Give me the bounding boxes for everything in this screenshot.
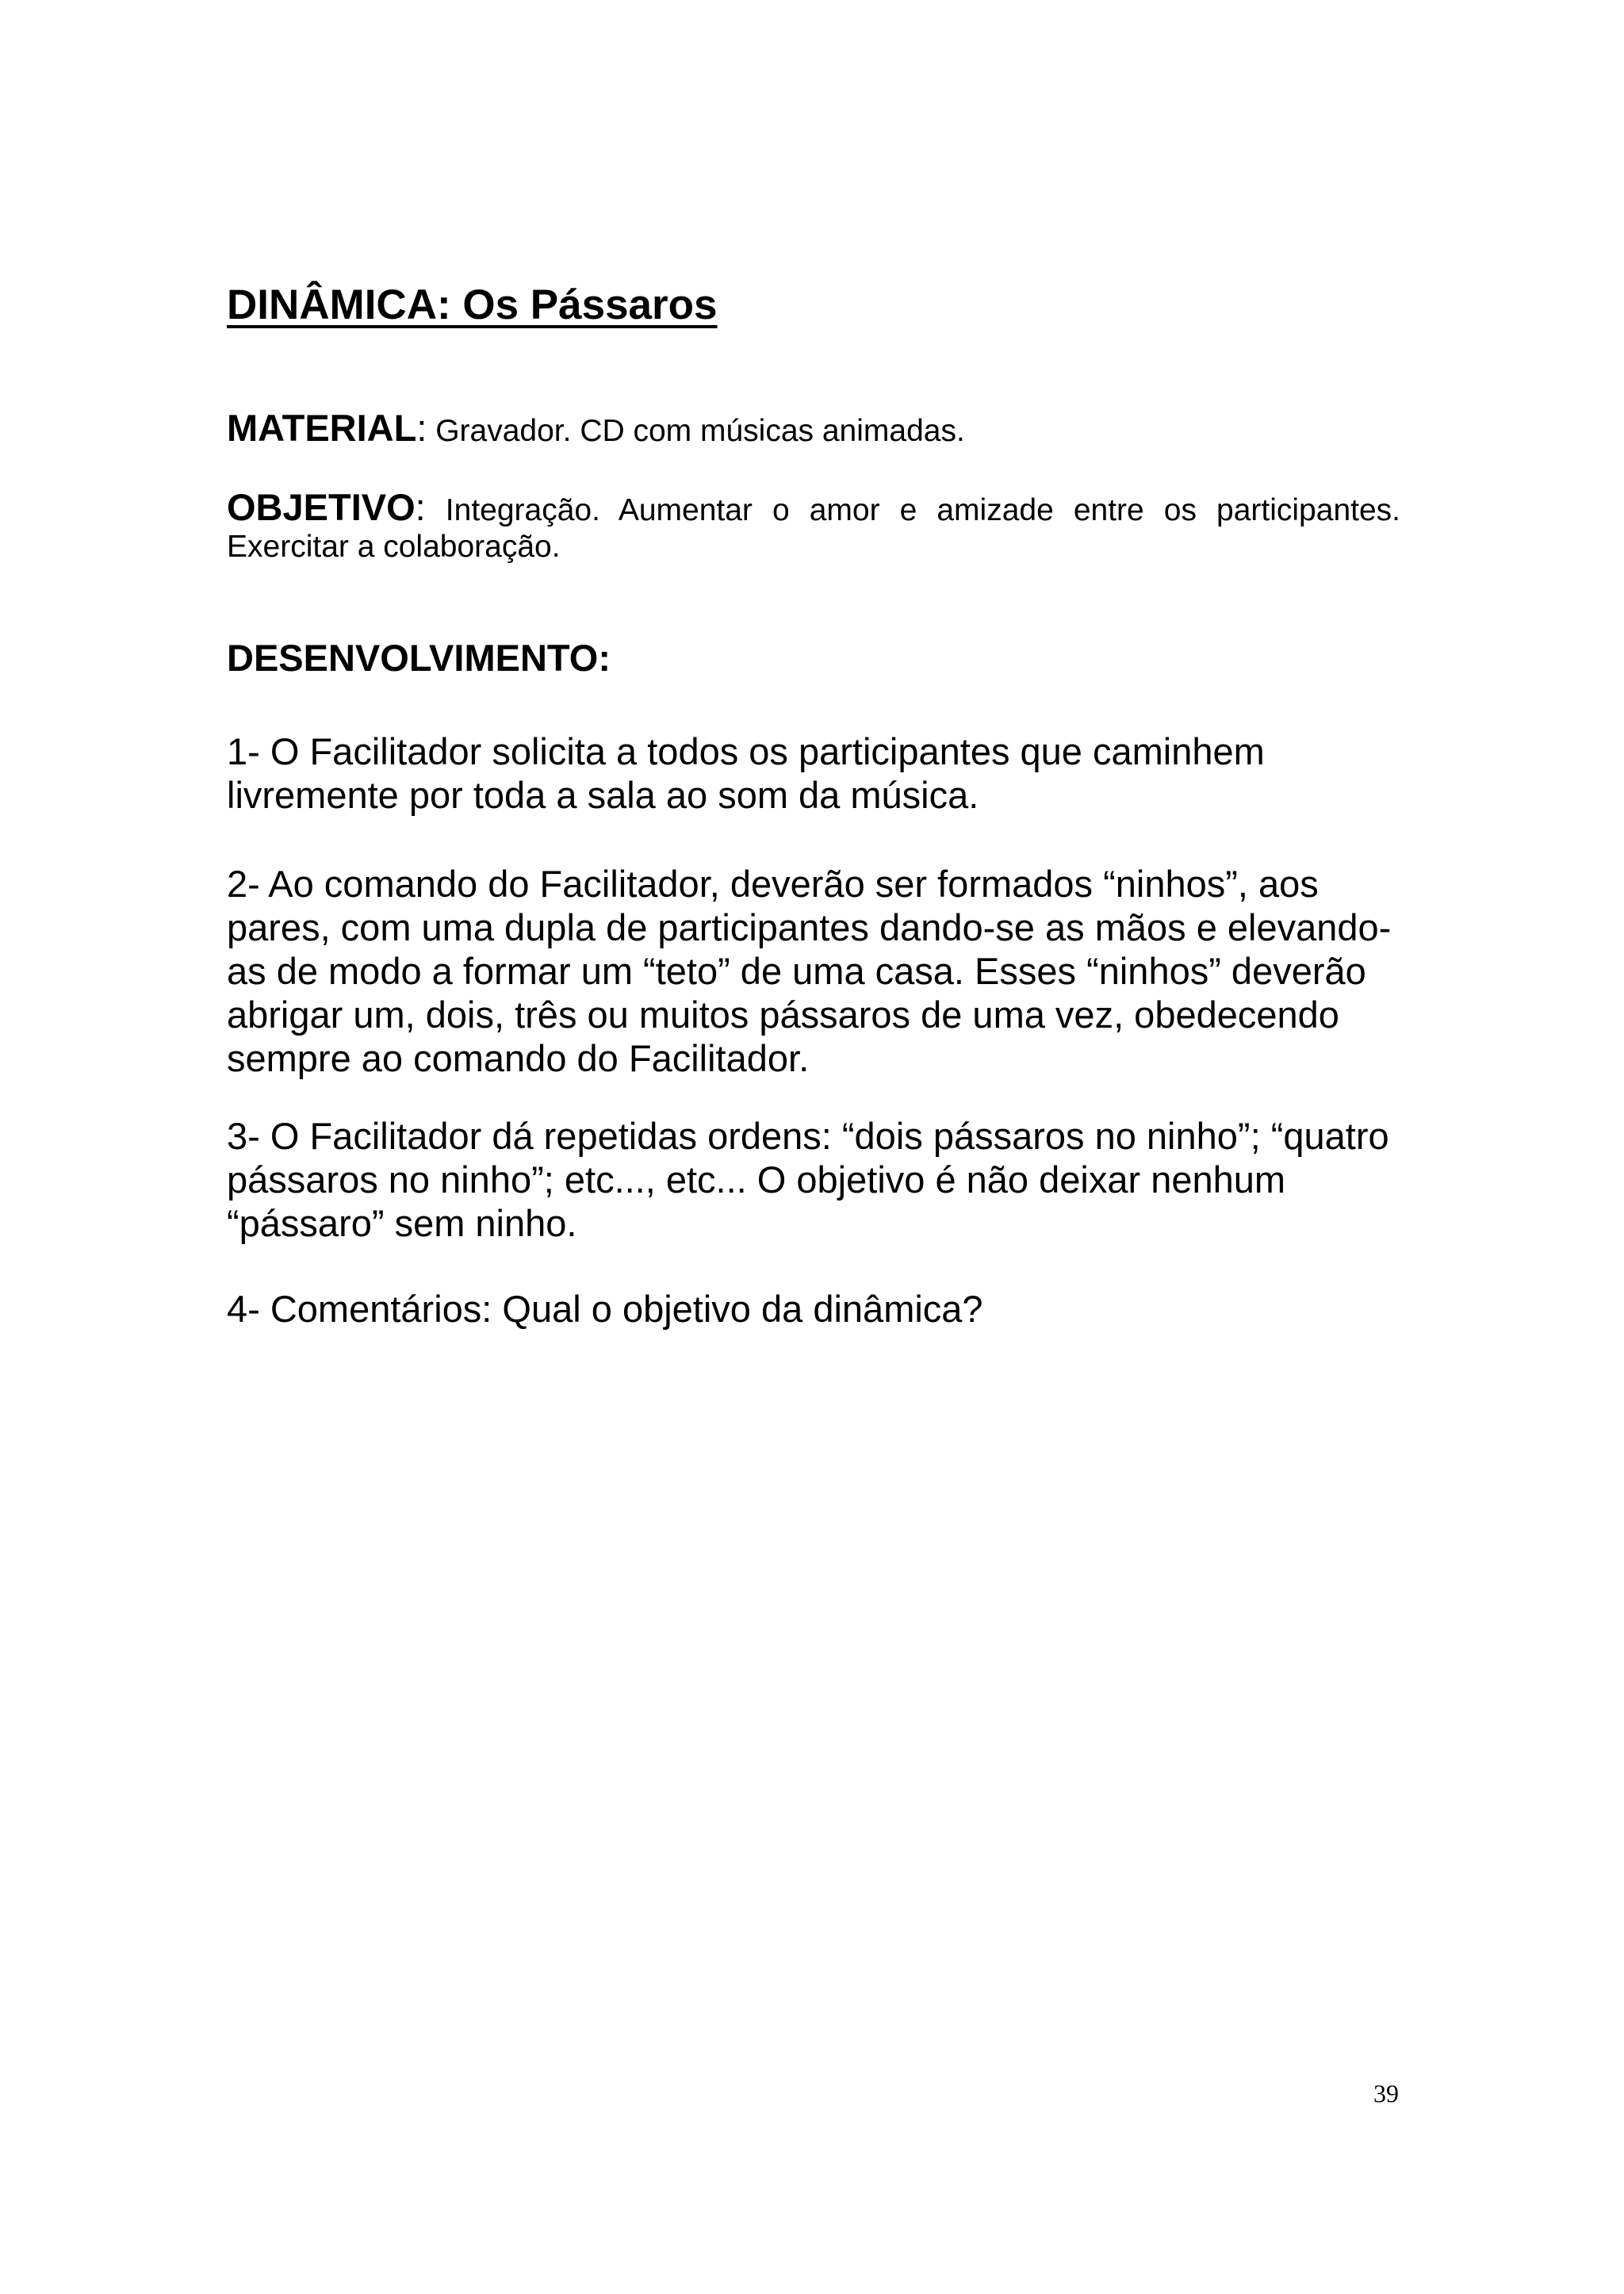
step-2-line-4: abrigar um, dois, três ou muitos pássaros de uma vez, obedecendo bbox=[227, 994, 1339, 1036]
step-2-line-5: sempre ao comando do Facilitador. bbox=[227, 1037, 810, 1079]
step-4-line-1: 4- Comentários: Qual o objetivo da dinâmica? bbox=[227, 1288, 983, 1330]
objetivo-section bbox=[227, 485, 1400, 529]
material-section bbox=[227, 406, 965, 450]
step-3-line-2: pássaros no ninho”; etc..., etc... O objetivo é não deixar nenhum bbox=[227, 1158, 1286, 1201]
step-2-line-1: 2- Ao comando do Facilitador, deverão ser formados “ninhos”, aos bbox=[227, 863, 1319, 905]
step-3-line-3: “pássaro” sem ninho. bbox=[227, 1202, 577, 1244]
step-2-line-2: pares, com uma dupla de participantes dando-se as mãos e elevando- bbox=[227, 906, 1392, 948]
step-2-line-3: as de modo a formar um “teto” de uma casa. Esses “ninhos” deverão bbox=[227, 950, 1366, 992]
step-3 bbox=[227, 1114, 1389, 1245]
page-title: DINÂMICA: Os Pássaros bbox=[227, 281, 718, 328]
material-colon: : bbox=[416, 407, 427, 449]
step-1-line-2: livremente por toda a sala ao som da música. bbox=[227, 774, 979, 816]
material-text: Gravador. CD com músicas animadas. bbox=[427, 414, 965, 448]
step-2 bbox=[227, 862, 1391, 1080]
step-1 bbox=[227, 730, 1265, 817]
objetivo-line2: Exercitar a colaboração. bbox=[227, 530, 561, 564]
desenvolvimento-heading: DESENVOLVIMENTO: bbox=[227, 637, 611, 679]
material-label: MATERIAL bbox=[227, 407, 417, 449]
step-1-line-1: 1- O Facilitador solicita a todos os participantes que caminhem bbox=[227, 730, 1265, 772]
step-4 bbox=[227, 1287, 983, 1331]
objetivo-colon: : bbox=[415, 486, 426, 528]
objetivo-label: OBJETIVO bbox=[227, 486, 416, 528]
objetivo-line1: Integração. Aumentar o amor e amizade entre os participantes. bbox=[425, 493, 1400, 527]
page-number: 39 bbox=[1373, 2079, 1399, 2108]
step-3-line-1: 3- O Facilitador dá repetidas ordens: “dois pássaros no ninho”; “quatro bbox=[227, 1115, 1389, 1157]
